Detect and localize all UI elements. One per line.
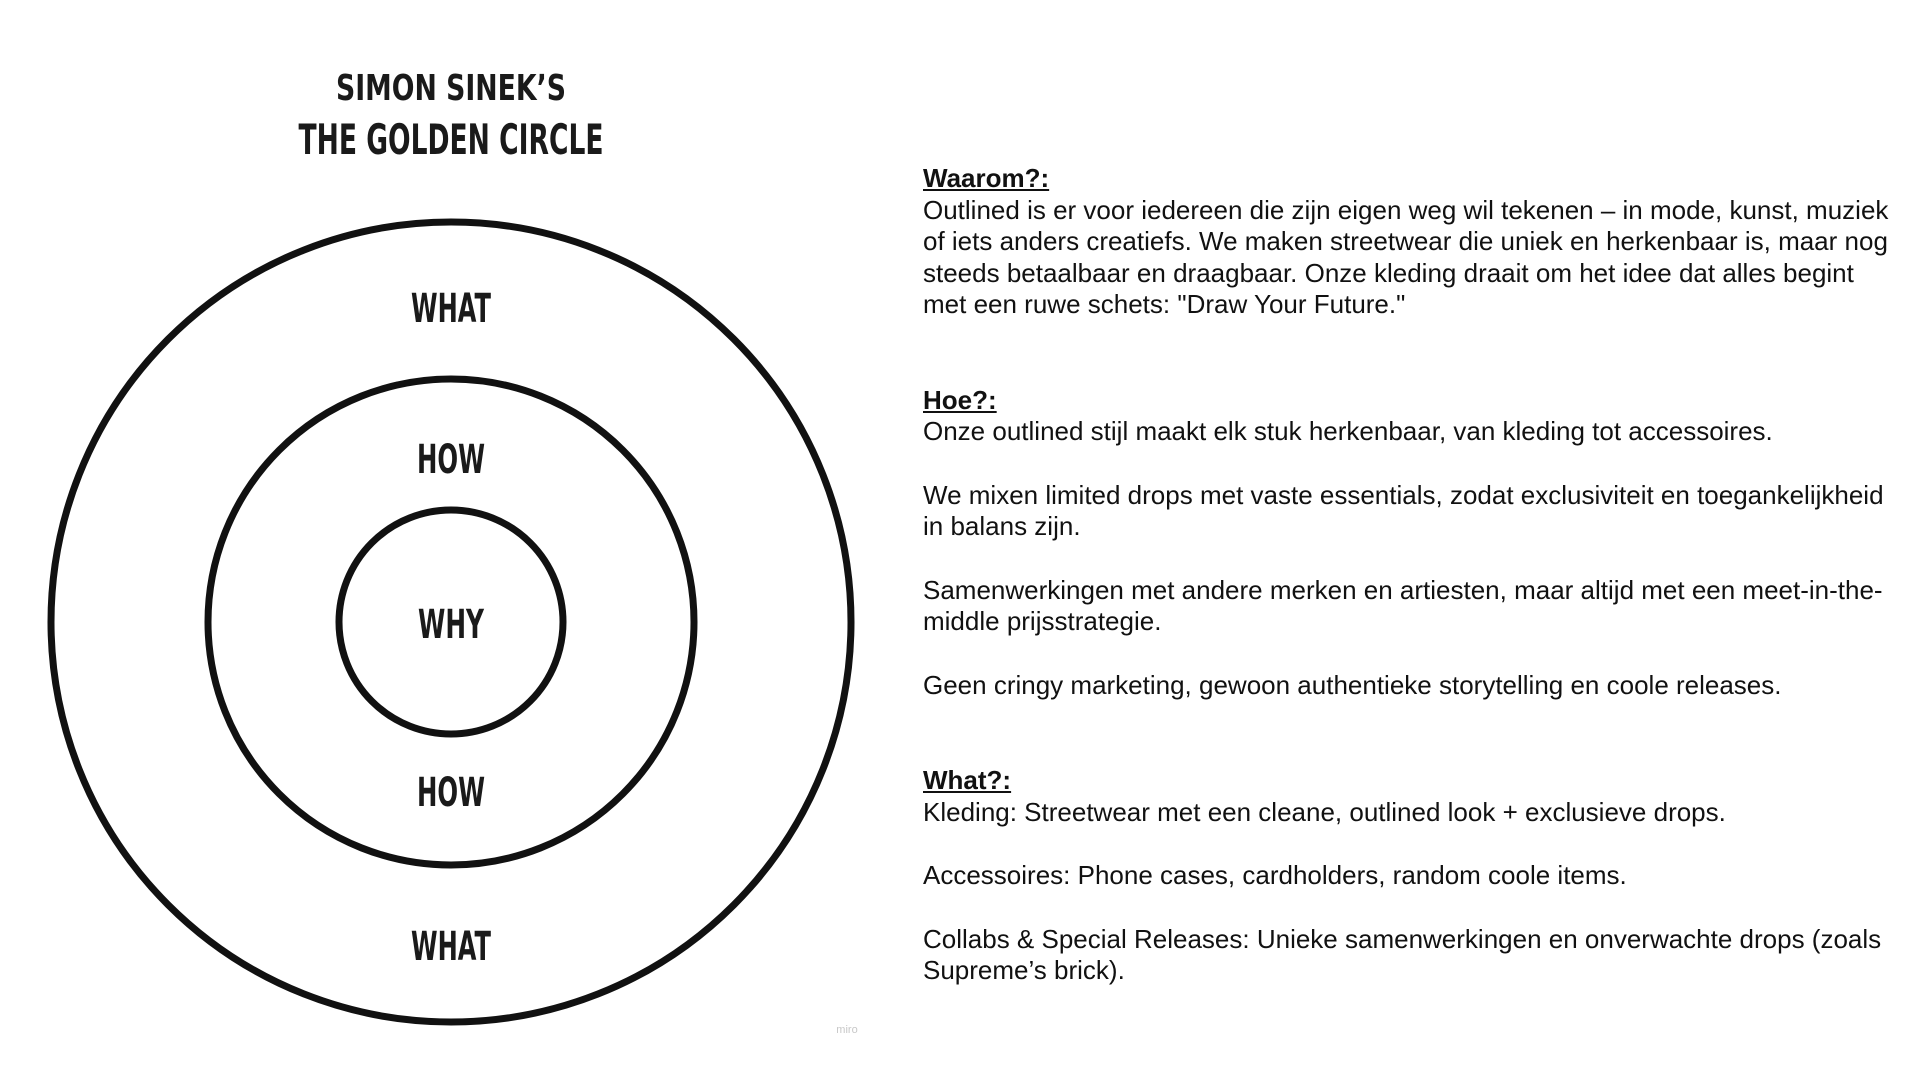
- what-heading: What?:: [923, 765, 1012, 795]
- paragraph-spacer: [923, 638, 1898, 670]
- hoe-paragraph-4: Geen cringy marketing, gewoon authentieke storytelling en coole releases.: [923, 669, 1782, 700]
- what-paragraph-2: Accessoires: Phone cases, cardholders, random coole items.: [923, 860, 1627, 890]
- what-paragraph-1: Kleding: Streetwear met een cleane, outlined look + exclusieve drops.: [923, 796, 1726, 827]
- label-why: WHY: [418, 602, 485, 648]
- text-panel: [923, 163, 1898, 987]
- label-how-bottom: HOW: [417, 770, 485, 816]
- paragraph-spacer: [923, 892, 1898, 924]
- paragraph-spacer: [923, 448, 1898, 480]
- hoe-paragraph-3: Samenwerkingen met andere merken en artiesten, maar altijd met een meet-in-the-middle prijsstrategie.: [923, 574, 1883, 636]
- label-what-bottom: WHAT: [411, 924, 492, 970]
- label-how-top: HOW: [417, 437, 485, 483]
- paragraph-spacer: [923, 828, 1898, 860]
- what-paragraph-3: Collabs & Special Releases: Unieke samenwerkingen en onverwachte drops (zoals Supreme’s brick).: [923, 923, 1882, 985]
- diagram-title-line2: THE GOLDEN CIRCLE: [298, 115, 604, 164]
- diagram-title-line1: SIMON SINEK’S: [336, 68, 566, 109]
- waarom-text: Outlined is er voor iedereen die zijn eigen weg wil tekenen – in mode, kunst, muziek of iets anders creatiefs. We maken streetwear die uniek en herkenbaar is, maar nog steeds betaalbaar en draagbaar. Onze kleding draait om het idee dat alles begint met een ruwe schets: "Draw Your Future.": [923, 194, 1889, 319]
- waarom-heading: Waarom?:: [923, 163, 1050, 193]
- paragraph-spacer: [923, 543, 1898, 575]
- miro-watermark: miro: [836, 1024, 858, 1036]
- section-spacer: [923, 321, 1898, 385]
- section-spacer: [923, 701, 1898, 765]
- hoe-paragraph-2: We mixen limited drops met vaste essentials, zodat exclusiviteit en toegankelijkheid in balans zijn.: [923, 479, 1884, 541]
- label-what-top: WHAT: [411, 286, 492, 332]
- hoe-paragraph-1: Onze outlined stijl maakt elk stuk herkenbaar, van kleding tot accessoires.: [923, 416, 1773, 446]
- hoe-heading: Hoe?:: [923, 384, 997, 415]
- golden-circle-diagram: [0, 0, 900, 1081]
